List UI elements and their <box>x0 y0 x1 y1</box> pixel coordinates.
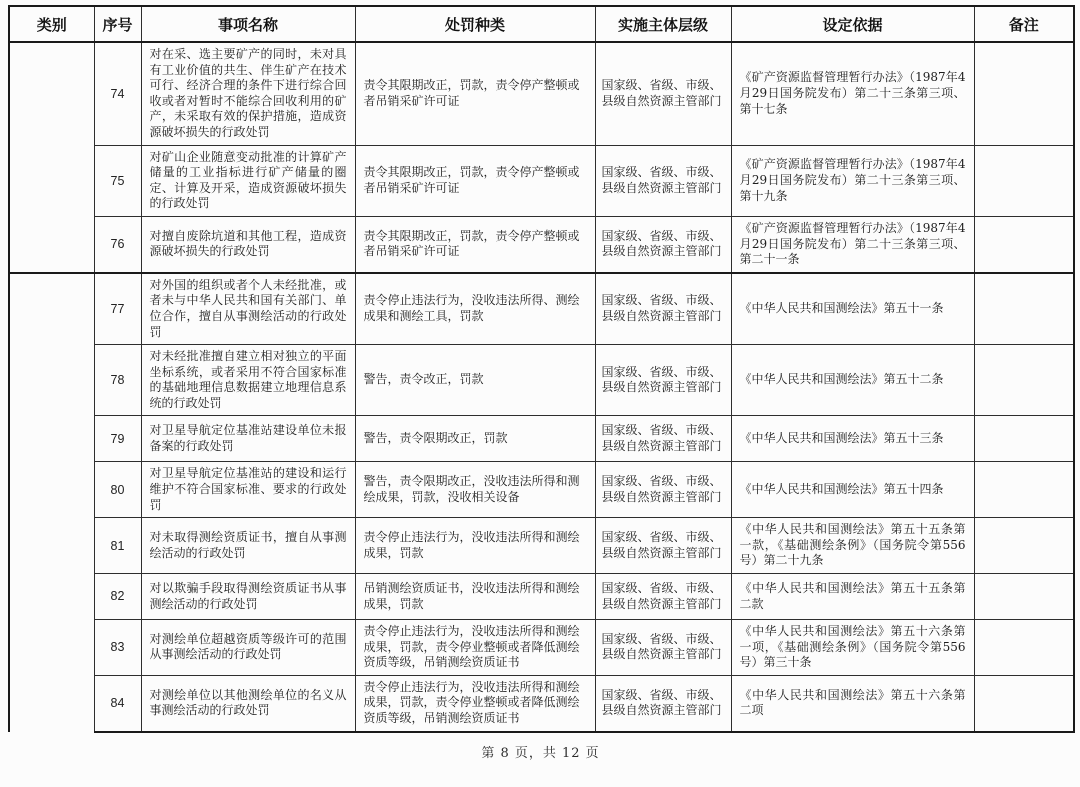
cell-number: 81 <box>94 518 141 574</box>
cell-authority-level: 国家级、省级、市级、县级自然资源主管部门 <box>595 345 731 416</box>
cell-item-name: 对以欺骗手段取得测绘资质证书从事测绘活动的行政处罚 <box>141 574 355 620</box>
cell-remarks <box>974 620 1074 676</box>
cell-item-name: 对外国的组织或者个人未经批准，或者未与中华人民共和国有关部门、单位合作，擅自从事测绘活动的行政处罚 <box>141 273 355 345</box>
cell-penalty-type: 责令其限期改正，罚款，责令停产整顿或者吊销采矿许可证 <box>355 216 595 272</box>
cell-item-name: 对矿山企业随意变动批准的计算矿产储量的工业指标进行矿产储量的圈定、计算及开采，造成资源破坏损失的行政处罚 <box>141 145 355 216</box>
cell-remarks <box>974 145 1074 216</box>
cell-authority-level: 国家级、省级、市级、县级自然资源主管部门 <box>595 462 731 518</box>
cell-legal-basis: 《中华人民共和国测绘法》第五十六条第二项 <box>731 675 974 731</box>
table-row <box>9 574 1074 620</box>
table-row <box>9 675 1074 731</box>
table-row <box>9 345 1074 416</box>
header-authority-level: 实施主体层级 <box>595 6 731 42</box>
cell-legal-basis: 《矿产资源监督管理暂行办法》（1987年4月29日国务院发布）第二十三条第三项、第十七条 <box>731 42 974 145</box>
table-body <box>9 42 1074 732</box>
cell-item-name: 对卫星导航定位基准站建设单位未报备案的行政处罚 <box>141 416 355 462</box>
cell-authority-level: 国家级、省级、市级、县级自然资源主管部门 <box>595 518 731 574</box>
cell-legal-basis: 《中华人民共和国测绘法》第五十六条第一项，《基础测绘条例》（国务院令第556号）第三十条 <box>731 620 974 676</box>
cell-penalty-type: 吊销测绘资质证书，没收违法所得和测绘成果，罚款 <box>355 574 595 620</box>
cell-penalty-type: 警告，责令限期改正，罚款 <box>355 416 595 462</box>
cell-item-name: 对擅自废除坑道和其他工程，造成资源破坏损失的行政处罚 <box>141 216 355 272</box>
cell-penalty-type: 责令其限期改正，罚款，责令停产整顿或者吊销采矿许可证 <box>355 145 595 216</box>
table-row <box>9 216 1074 272</box>
cell-penalty-type: 责令停止违法行为，没收违法所得、测绘成果和测绘工具，罚款 <box>355 273 595 345</box>
table-row <box>9 42 1074 145</box>
table-row <box>9 416 1074 462</box>
cell-authority-level: 国家级、省级、市级、县级自然资源主管部门 <box>595 145 731 216</box>
cell-number: 74 <box>94 42 141 145</box>
cell-number: 80 <box>94 462 141 518</box>
cell-legal-basis: 《中华人民共和国测绘法》第五十一条 <box>731 273 974 345</box>
header-legal-basis: 设定依据 <box>731 6 974 42</box>
cell-number: 76 <box>94 216 141 272</box>
header-penalty-type: 处罚种类 <box>355 6 595 42</box>
cell-penalty-type: 责令其限期改正，罚款，责令停产整顿或者吊销采矿许可证 <box>355 42 595 145</box>
cell-authority-level: 国家级、省级、市级、县级自然资源主管部门 <box>595 574 731 620</box>
cell-item-name: 对测绘单位以其他测绘单位的名义从事测绘活动的行政处罚 <box>141 675 355 731</box>
cell-remarks <box>974 273 1074 345</box>
page-indicator: 第 8 页，共 12 页 <box>481 745 600 761</box>
cell-remarks <box>974 675 1074 731</box>
cell-penalty-type: 警告，责令限期改正，没收违法所得和测绘成果，罚款，没收相关设备 <box>355 462 595 518</box>
cell-remarks <box>974 216 1074 272</box>
cell-authority-level: 国家级、省级、市级、县级自然资源主管部门 <box>595 675 731 731</box>
cell-penalty-type: 警告，责令改正，罚款 <box>355 345 595 416</box>
cell-number: 77 <box>94 273 141 345</box>
cell-number: 84 <box>94 675 141 731</box>
cell-penalty-type: 责令停止违法行为，没收违法所得和测绘成果，罚款，责令停业整顿或者降低测绘资质等级，吊销测绘资质证书 <box>355 620 595 676</box>
cell-number: 79 <box>94 416 141 462</box>
cell-legal-basis: 《中华人民共和国测绘法》第五十三条 <box>731 416 974 462</box>
cell-remarks <box>974 574 1074 620</box>
cell-item-name: 对卫星导航定位基准站的建设和运行维护不符合国家标准、要求的行政处罚 <box>141 462 355 518</box>
cell-remarks <box>974 345 1074 416</box>
cell-legal-basis: 《中华人民共和国测绘法》第五十五条第一款，《基础测绘条例》（国务院令第556号）第二十九条 <box>731 518 974 574</box>
cell-authority-level: 国家级、省级、市级、县级自然资源主管部门 <box>595 273 731 345</box>
cell-number: 78 <box>94 345 141 416</box>
cell-penalty-type: 责令停止违法行为，没收违法所得和测绘成果，罚款，责令停业整顿或者降低测绘资质等级，吊销测绘资质证书 <box>355 675 595 731</box>
cell-authority-level: 国家级、省级、市级、县级自然资源主管部门 <box>595 216 731 272</box>
header-number: 序号 <box>94 6 141 42</box>
cell-legal-basis: 《矿产资源监督管理暂行办法》（1987年4月29日国务院发布）第二十三条第三项、第十九条 <box>731 145 974 216</box>
header-remarks: 备注 <box>974 6 1074 42</box>
table-row <box>9 620 1074 676</box>
table-header <box>9 6 1074 42</box>
cell-remarks <box>974 518 1074 574</box>
table-row <box>9 273 1074 345</box>
table-row <box>9 145 1074 216</box>
cell-item-name: 对未取得测绘资质证书，擅自从事测绘活动的行政处罚 <box>141 518 355 574</box>
cell-authority-level: 国家级、省级、市级、县级自然资源主管部门 <box>595 416 731 462</box>
cell-remarks <box>974 416 1074 462</box>
cell-remarks <box>974 42 1074 145</box>
cell-number: 82 <box>94 574 141 620</box>
cell-legal-basis: 《中华人民共和国测绘法》第五十五条第二款 <box>731 574 974 620</box>
header-category: 类别 <box>9 6 94 42</box>
cell-legal-basis: 《中华人民共和国测绘法》第五十二条 <box>731 345 974 416</box>
cell-item-name: 对未经批准擅自建立相对独立的平面坐标系统，或者采用不符合国家标准的基础地理信息数据建立地理信息系统的行政处罚 <box>141 345 355 416</box>
cell-number: 75 <box>94 145 141 216</box>
table-row <box>9 462 1074 518</box>
penalty-items-table <box>8 5 1075 733</box>
cell-category <box>9 42 94 273</box>
cell-item-name: 对测绘单位超越资质等级许可的范围从事测绘活动的行政处罚 <box>141 620 355 676</box>
header-item-name: 事项名称 <box>141 6 355 42</box>
table-row <box>9 518 1074 574</box>
cell-item-name: 对在采、选主要矿产的同时，未对具有工业价值的共生、伴生矿产在技术可行、经济合理的条件下进行综合回收或者对暂时不能综合回收利用的矿产，未采取有效的保护措施，造成资源破坏损失的行政处罚 <box>141 42 355 145</box>
cell-remarks <box>974 462 1074 518</box>
cell-legal-basis: 《中华人民共和国测绘法》第五十四条 <box>731 462 974 518</box>
cell-category <box>9 273 94 732</box>
cell-penalty-type: 责令停止违法行为，没收违法所得和测绘成果，罚款 <box>355 518 595 574</box>
cell-authority-level: 国家级、省级、市级、县级自然资源主管部门 <box>595 620 731 676</box>
cell-authority-level: 国家级、省级、市级、县级自然资源主管部门 <box>595 42 731 145</box>
header-row <box>9 6 1074 42</box>
cell-number: 83 <box>94 620 141 676</box>
cell-legal-basis: 《矿产资源监督管理暂行办法》（1987年4月29日国务院发布）第二十三条第三项、第二十一条 <box>731 216 974 272</box>
